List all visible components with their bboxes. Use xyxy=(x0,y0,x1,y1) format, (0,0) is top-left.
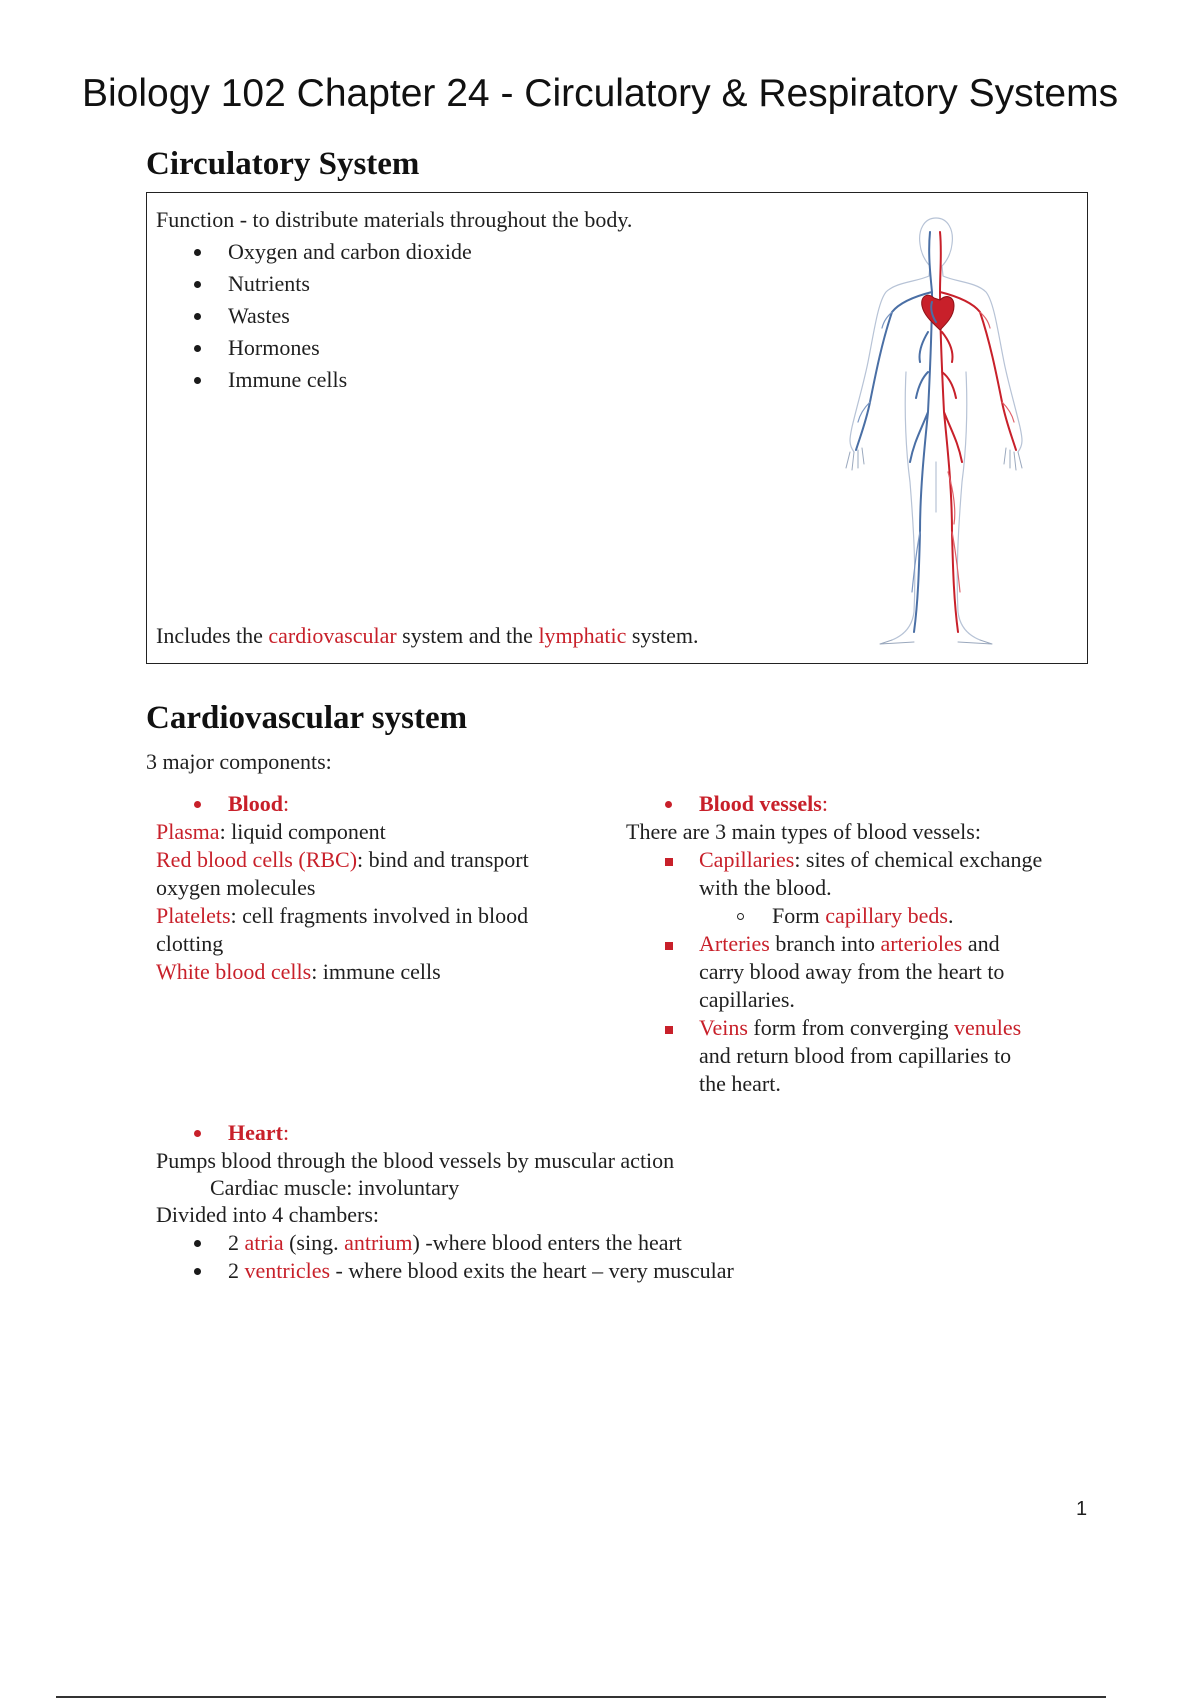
footer-divider xyxy=(56,1696,1106,1698)
arteries-line-2: carry blood away from the heart to xyxy=(699,959,1005,984)
rbc-text: : bind and transport xyxy=(357,847,529,872)
platelets-text: : cell fragments involved in blood xyxy=(230,903,529,928)
plasma-line xyxy=(156,818,386,846)
list-item: Oxygen and carbon dioxide xyxy=(228,239,472,264)
bullet-icon xyxy=(194,313,201,320)
veins-term: Veins xyxy=(699,1015,748,1040)
platelets-line-2: clotting xyxy=(156,931,224,956)
ventricles-text: 2 xyxy=(228,1258,245,1283)
bullet-icon xyxy=(665,801,672,808)
venules-term: venules xyxy=(954,1015,1022,1040)
platelets-line xyxy=(156,902,528,930)
blood-label xyxy=(228,790,289,818)
bullet-icon xyxy=(194,281,201,288)
plasma-text: : liquid component xyxy=(219,819,386,844)
includes-text: Includes the xyxy=(156,623,269,648)
ventricles-line xyxy=(228,1257,734,1285)
atria-text: 2 xyxy=(228,1230,245,1255)
bullet-icon xyxy=(194,249,201,256)
heart-line-3: Divided into 4 chambers: xyxy=(156,1202,380,1227)
list-item: Hormones xyxy=(228,335,320,360)
arteries-line-3: capillaries. xyxy=(699,987,795,1012)
capillary-beds-term: capillary beds xyxy=(825,903,948,928)
ventricles-term: ventricles xyxy=(244,1258,331,1283)
antrium-term: antrium xyxy=(344,1230,413,1255)
bullet-icon xyxy=(194,1240,201,1247)
rbc-line xyxy=(156,846,529,874)
plasma-term: Plasma xyxy=(156,819,220,844)
bullet-icon xyxy=(194,1268,201,1275)
veins-line-2: and return blood from capillaries to xyxy=(699,1043,1012,1068)
heart-line-2: Cardiac muscle: involuntary xyxy=(210,1175,460,1200)
veins-line xyxy=(699,1014,1021,1042)
rbc-term: Red blood cells (RBC) xyxy=(156,847,358,872)
arteries-line xyxy=(699,930,1000,958)
vessels-label xyxy=(699,790,828,818)
vessels-term: Blood vessels xyxy=(699,791,822,816)
wbc-term: White blood cells xyxy=(156,959,312,984)
capillaries-line-2: with the blood. xyxy=(699,875,832,900)
bullet-icon xyxy=(194,801,201,808)
rbc-line-2: oxygen molecules xyxy=(156,875,316,900)
blood-term: Blood xyxy=(228,791,284,816)
list-item: Immune cells xyxy=(228,367,348,392)
beds-text: Form xyxy=(772,903,826,928)
capillaries-line xyxy=(699,846,1042,874)
heart-label xyxy=(228,1119,289,1147)
capillary-beds-line xyxy=(772,902,953,930)
includes-text: system and the xyxy=(396,623,539,648)
arteries-term: Arteries xyxy=(699,931,770,956)
colon: : xyxy=(283,791,290,816)
veins-line-3: the heart. xyxy=(699,1071,781,1096)
arteries-text: branch into xyxy=(769,931,881,956)
capillaries-text: : sites of chemical exchange xyxy=(794,847,1043,872)
circulatory-figure-icon xyxy=(836,212,1036,652)
function-line: Function - to distribute materials throughout the body. xyxy=(156,207,633,232)
document-title: Biology 102 Chapter 24 - Circulatory & Respiratory Systems xyxy=(82,72,1119,115)
lymphatic-term: lymphatic xyxy=(538,623,627,648)
atria-line xyxy=(228,1229,682,1257)
circulatory-heading: Circulatory System xyxy=(146,146,420,182)
arteries-text: and xyxy=(962,931,1000,956)
veins-text: form from converging xyxy=(747,1015,954,1040)
ventricles-text: - where blood exits the heart – very muscular xyxy=(330,1258,734,1283)
vessels-intro: There are 3 main types of blood vessels: xyxy=(626,819,981,844)
atria-text: (sing. xyxy=(283,1230,345,1255)
includes-text: system. xyxy=(626,623,699,648)
heart-term: Heart xyxy=(228,1120,283,1145)
bullet-icon xyxy=(194,345,201,352)
hollow-bullet-icon xyxy=(737,913,744,920)
list-item: Nutrients xyxy=(228,271,310,296)
cardiovascular-term: cardiovascular xyxy=(268,623,397,648)
colon: : xyxy=(282,1120,290,1145)
wbc-line xyxy=(156,958,441,986)
page-number: 1 xyxy=(1076,1498,1088,1520)
bullet-icon xyxy=(194,1130,201,1137)
square-bullet-icon xyxy=(665,1026,673,1034)
arterioles-term: arterioles xyxy=(880,931,963,956)
wbc-text: : immune cells xyxy=(311,959,441,984)
square-bullet-icon xyxy=(665,858,673,866)
bullet-icon xyxy=(194,377,201,384)
atria-term: atria xyxy=(244,1230,284,1255)
heart-line-1: Pumps blood through the blood vessels by muscular action xyxy=(156,1148,675,1173)
includes-line xyxy=(156,622,699,650)
list-item: Wastes xyxy=(228,303,290,328)
colon: : xyxy=(821,791,828,816)
square-bullet-icon xyxy=(665,942,673,950)
atria-text: ) -where blood enters the heart xyxy=(412,1230,682,1255)
cardiovascular-heading: Cardiovascular system xyxy=(146,700,468,736)
platelets-term: Platelets xyxy=(156,903,231,928)
beds-text: . xyxy=(947,903,954,928)
capillaries-term: Capillaries xyxy=(699,847,795,872)
components-intro: 3 major components: xyxy=(146,749,332,774)
